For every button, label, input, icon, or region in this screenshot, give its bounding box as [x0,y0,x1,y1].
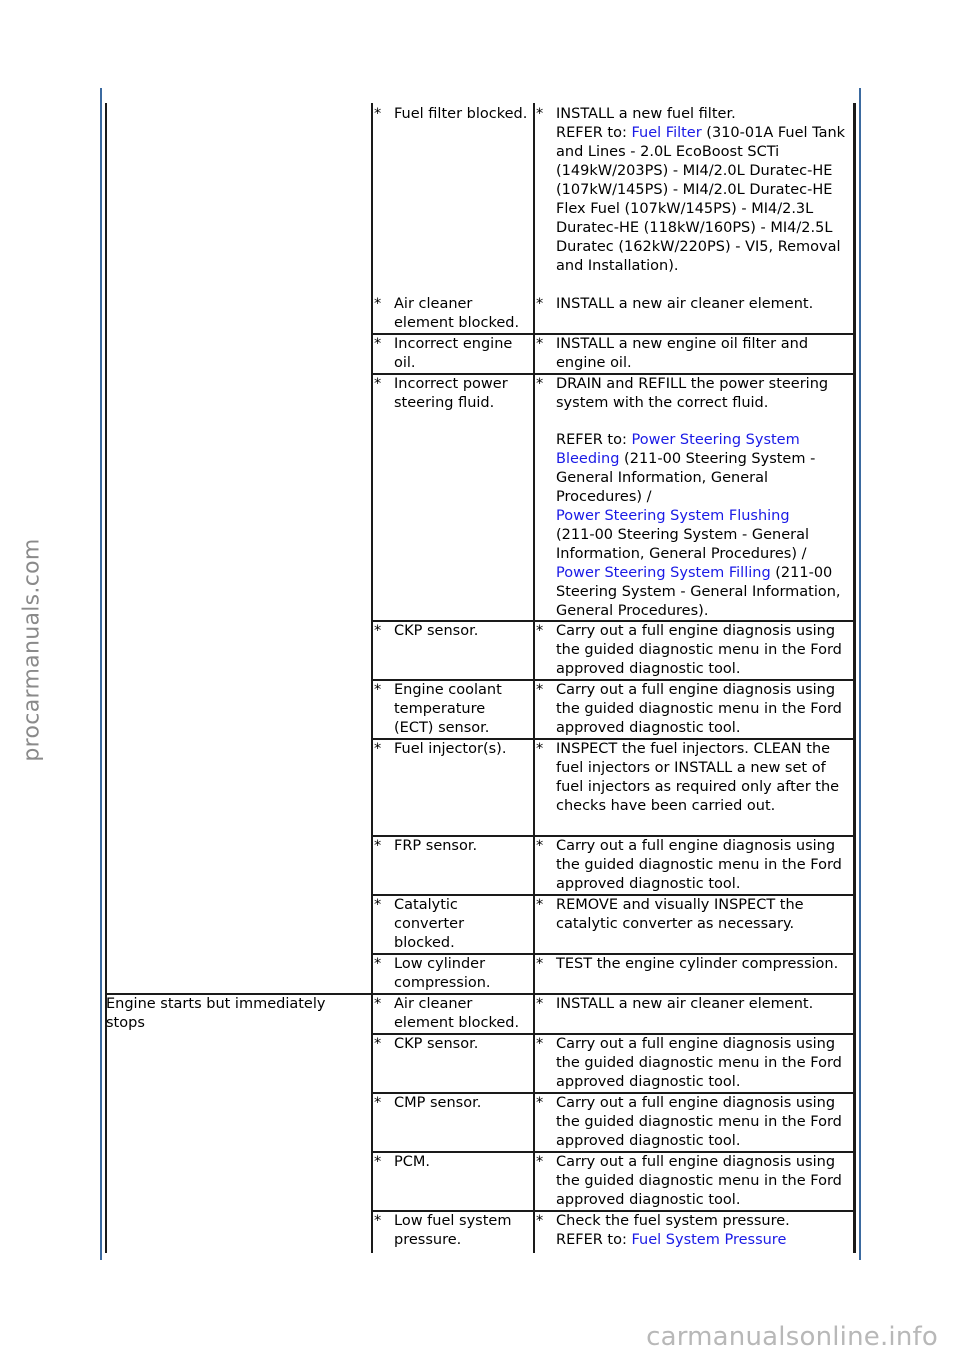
source-cell [374,837,529,856]
page-border-left [100,88,102,1260]
bullet-star: * [536,897,544,913]
source-cell [374,1035,529,1054]
bullet-star: * [374,336,382,352]
source-item [374,295,529,333]
source-text: Low fuel system pressure. [394,1213,512,1248]
bullet-star: * [536,1095,544,1111]
source-cell [374,1153,529,1172]
refer-link[interactable]: Fuel System Pressure [631,1232,787,1248]
source-item [374,1212,529,1250]
action-cell [536,837,854,894]
action-cell [536,375,854,621]
source-text: Air cleaner element blocked. [394,996,520,1031]
action-text: REFER to: [556,125,632,141]
action-text: Carry out a full engine diagnosis using the guided diagnostic menu in the Ford approved diagnostic tool. [556,1095,842,1149]
source-text: CMP sensor. [394,1095,482,1111]
bullet-star: * [374,996,382,1012]
side-watermark-text: procarmanuals.com [19,538,45,762]
bullet-star: * [374,956,382,972]
action-cell [536,622,854,679]
source-item [374,105,529,124]
bullet-star: * [536,296,544,312]
source-item [374,995,529,1033]
action-item [536,995,854,1014]
table-column-divider-action [533,103,535,1253]
bullet-star: * [374,1154,382,1170]
source-cell [374,681,529,738]
action-item [536,1094,854,1151]
action-text: Carry out a full engine diagnosis using the guided diagnostic menu in the Ford approved diagnostic tool. [556,1036,842,1090]
condition-cell: Engine starts but immediately stops [106,996,326,1031]
source-cell [374,375,529,413]
bullet-star: * [536,838,544,854]
refer-link[interactable]: Fuel Filter [631,125,702,141]
action-cell [536,105,854,276]
action-text: (310-01A Fuel Tank and Lines - 2.0L EcoBoost SCTi (149kW/203PS) - MI4/2.0L Duratec-HE (107kW/145PS) - MI4/2.0L Duratec-HE Flex Fuel (107kW/145PS) - MI4/2.3L Duratec-HE (118kW/160PS) - MI4/2.5L Duratec (162kW/220PS) - VI5, Removal and Installation). [556,125,846,274]
action-text: (211-00 Steering System - General Information, General Procedures) / [556,527,810,562]
action-item [536,740,854,816]
action-text: REMOVE and visually INSPECT the catalytic converter as necessary. [556,897,804,932]
source-item [374,335,529,373]
bullet-star: * [374,106,382,122]
source-cell [374,955,529,993]
refer-link[interactable]: Power Steering System Filling [556,565,771,581]
action-text: Carry out a full engine diagnosis using the guided diagnostic menu in the Ford approved diagnostic tool. [556,623,842,677]
action-cell [536,955,854,974]
action-cell [536,1212,854,1250]
bullet-star: * [536,1154,544,1170]
action-text: INSTALL a new air cleaner element. [556,996,814,1012]
source-cell [374,295,529,333]
action-text: REFER to: [556,432,632,448]
action-cell [536,1035,854,1092]
source-cell [374,995,529,1033]
source-text: Incorrect power steering fluid. [394,376,508,411]
bottom-watermark: carmanualsonline.info [646,1322,938,1352]
bullet-star: * [374,296,382,312]
action-item [536,105,854,276]
source-cell [374,896,529,953]
source-cell [374,740,529,759]
action-text: REFER to: [556,1232,632,1248]
bullet-star: * [536,376,544,392]
source-cell [374,105,529,124]
source-item [374,1153,529,1172]
action-item [536,896,854,934]
source-item [374,622,529,641]
refer-link[interactable]: Power Steering System Flushing [556,508,790,524]
action-text: Carry out a full engine diagnosis using the guided diagnostic menu in the Ford approved diagnostic tool. [556,682,842,736]
bullet-star: * [374,741,382,757]
action-item [536,295,854,314]
action-cell [536,295,854,314]
bullet-star: * [536,623,544,639]
action-text: Carry out a full engine diagnosis using the guided diagnostic menu in the Ford approved diagnostic tool. [556,1154,842,1208]
source-cell [374,335,529,373]
bullet-star: * [374,1036,382,1052]
bullet-star: * [536,1036,544,1052]
source-item [374,1035,529,1054]
source-text: PCM. [394,1154,430,1170]
refer-link[interactable]: Power Steering System Bleeding [556,432,800,467]
action-text: INSPECT the fuel injectors. CLEAN the fuel injectors or INSTALL a new set of fuel injectors as required only after the checks have been carried out. [556,741,840,814]
action-cell [536,1153,854,1210]
source-text: CKP sensor. [394,1036,479,1052]
bullet-star: * [374,897,382,913]
source-cell [374,1094,529,1113]
page-border-right [859,88,861,1260]
source-text: Incorrect engine oil. [394,336,513,371]
action-text: (211-00 Steering System - General Information, General Procedures) / [556,451,816,505]
bullet-star: * [536,956,544,972]
table-column-divider-source [371,103,373,1253]
action-item [536,837,854,894]
source-item [374,896,529,953]
side-watermark [12,500,52,800]
action-item [536,1153,854,1210]
source-text: Low cylinder compression. [394,956,491,991]
source-text: CKP sensor. [394,623,479,639]
source-text: Engine coolant temperature (ECT) sensor. [394,682,502,736]
bullet-star: * [536,106,544,122]
action-item [536,375,854,621]
bullet-star: * [536,1213,544,1229]
source-text: Fuel injector(s). [394,741,507,757]
source-item [374,740,529,759]
table-border-left [105,103,107,1253]
bullet-star: * [374,838,382,854]
action-item [536,1212,854,1250]
action-text: DRAIN and REFILL the power steering system with the correct fluid. [556,376,829,411]
bullet-star: * [374,1213,382,1229]
action-cell [536,681,854,738]
action-text: INSTALL a new fuel filter. [556,106,736,122]
bullet-star: * [374,623,382,639]
action-text: Carry out a full engine diagnosis using the guided diagnostic menu in the Ford approved diagnostic tool. [556,838,842,892]
bullet-star: * [536,996,544,1012]
source-item [374,375,529,413]
action-item [536,955,854,974]
action-text: INSTALL a new air cleaner element. [556,296,814,312]
source-cell [374,1212,529,1250]
source-item [374,1094,529,1113]
bullet-star: * [536,682,544,698]
action-cell [536,740,854,816]
action-text: TEST the engine cylinder compression. [556,956,839,972]
action-text: INSTALL a new engine oil filter and engine oil. [556,336,809,371]
source-item [374,681,529,738]
action-text: (211-00 Steering System - General Information, General Procedures). [556,565,841,619]
action-cell [536,896,854,934]
bullet-star: * [374,1095,382,1111]
paragraph-gap [556,413,854,431]
action-cell [536,1094,854,1151]
source-item [374,837,529,856]
source-text: Catalytic converter blocked. [394,897,465,951]
bullet-star: * [536,741,544,757]
action-cell [536,995,854,1014]
bullet-star: * [374,376,382,392]
action-item [536,335,854,373]
source-text: Air cleaner element blocked. [394,296,520,331]
action-text: Check the fuel system pressure. [556,1213,790,1229]
action-item [536,622,854,679]
action-item [536,1035,854,1092]
source-text: Fuel filter blocked. [394,106,528,122]
action-item [536,681,854,738]
bullet-star: * [536,336,544,352]
source-text: FRP sensor. [394,838,478,854]
source-item [374,955,529,993]
bullet-star: * [374,682,382,698]
source-cell [374,622,529,641]
action-cell [536,335,854,373]
